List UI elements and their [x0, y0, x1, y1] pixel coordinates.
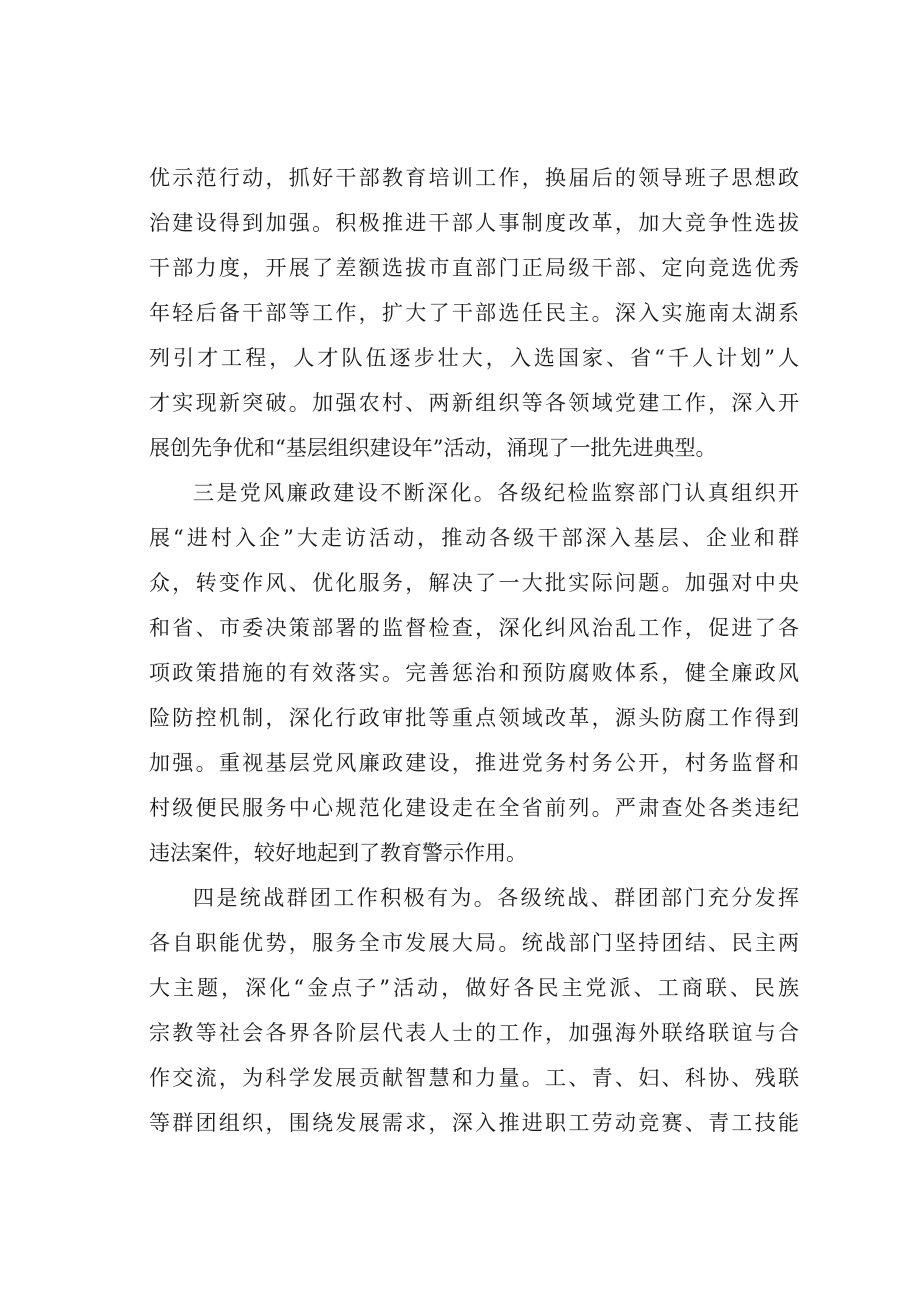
paragraph-line: 等群团组织，围绕发展需求，深入推进职工劳动竞赛、青工技能: [149, 1111, 799, 1135]
paragraph-line: 险防控机制，深化行政审批等重点领域改革，源头防腐工作得到: [149, 706, 799, 730]
paragraph-line: 列引才工程，人才队伍逐步壮大，入选国家、省“千人计划”人: [149, 346, 799, 370]
paragraph-line: 才实现新突破。加强农村、两新组织等各领域党建工作，深入开: [149, 391, 799, 415]
paragraph-line: 众，转变作风、优化服务，解决了一大批实际问题。加强对中央: [149, 571, 799, 595]
paragraph-line: 项政策措施的有效落实。完善惩治和预防腐败体系，健全廉政风: [149, 661, 799, 685]
paragraph-line: 各自职能优势，服务全市发展大局。统战部门坚持团结、民主两: [149, 931, 799, 955]
paragraph-line: 展创先争优和“基层组织建设年”活动，涌现了一批先进典型。: [149, 436, 717, 460]
paragraph-line: 年轻后备干部等工作，扩大了干部选任民主。深入实施南太湖系: [149, 301, 799, 325]
paragraph-line: 展“进村入企”大走访活动，推动各级干部深入基层、企业和群: [149, 526, 799, 550]
paragraph-first-line: 四是统战群团工作积极有为。各级统战、群团部门充分发挥: [193, 886, 799, 910]
document-body: [149, 156, 799, 1146]
paragraph-line: 违法案件，较好地起到了教育警示作用。: [149, 841, 527, 865]
paragraph-first-line: 三是党风廉政建设不断深化。各级纪检监察部门认真组织开: [193, 481, 799, 505]
paragraph-line: 和省、市委决策部署的监督检查，深化纠风治乱工作，促进了各: [149, 616, 799, 640]
paragraph-line: 作交流，为科学发展贡献智慧和力量。工、青、妇、科协、残联: [149, 1066, 799, 1090]
paragraph-line: 干部力度，开展了差额选拔市直部门正局级干部、定向竞选优秀: [149, 256, 799, 280]
paragraph-line: 治建设得到加强。积极推进干部人事制度改革，加大竞争性选拔: [149, 211, 799, 235]
paragraph-line: 大主题，深化“金点子”活动，做好各民主党派、工商联、民族: [149, 976, 799, 1000]
paragraph-line: 村级便民服务中心规范化建设走在全省前列。严肃查处各类违纪: [149, 796, 799, 820]
paragraph-line: 宗教等社会各界各阶层代表人士的工作，加强海外联络联谊与合: [149, 1021, 799, 1045]
paragraph-line: 优示范行动，抓好干部教育培训工作，换届后的领导班子思想政: [149, 166, 799, 190]
paragraph-line: 加强。重视基层党风廉政建设，推进党务村务公开，村务监督和: [149, 751, 799, 775]
